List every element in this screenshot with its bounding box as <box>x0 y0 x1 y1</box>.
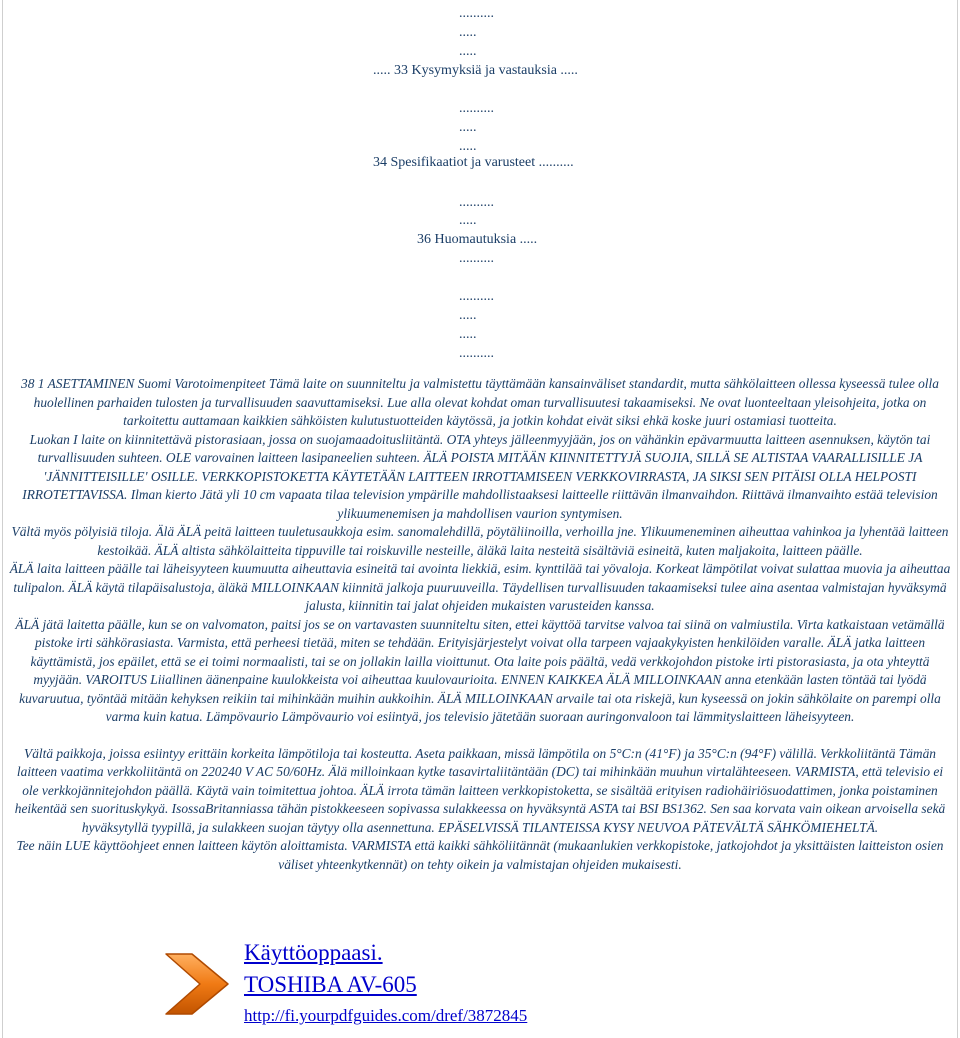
url-link[interactable]: http://fi.yourpdfguides.com/dref/3872845 <box>244 1006 528 1025</box>
toc-line: ..... <box>459 308 477 323</box>
toc-line: .......... <box>459 101 494 116</box>
toc-line: .......... <box>459 346 494 361</box>
toc-entry-notes: 36 Huomautuksia ..... <box>417 232 538 247</box>
paragraph-grounding: Luokan I laite on kiinnitettävä pistorasiaan, jossa on suojamaadoitusliitäntä. OTA yhteys jälleenmyyjään, jos on vähänkin epävarmuutta laitteen asennuksen, käytön tai turvallisuuden suhteen. OLE varovainen laitteen lasipaneelien suhteen. ÄLÄ POISTA MITÄÄN KIINNITETTYJÄ SUOJIA, SILLÄ SE ALTISTAA VAARALLISILLE JA 'JÄNNITTEISILLE' OSILLE. VERKKOPISTOKETTA KÄYTETÄÄN LAITTEEN IRROTTAMISEEN VERKKOVIRRASTA, JA SIKSI SEN PITÄISI OLLA HELPOSTI IRROTETTAVISSA. Ilman kierto Jätä yli 10 cm vapaata tilaa television ympärille mahdollistaaksesi laitteelle riittävän ilmanvaihdon. Riittävä ilmanvaihto estää television ylikuumenemisen ja mahdollisen vaurion syntymisen. <box>22 431 938 521</box>
toc-entry-specifications: 34 Spesifikaatiot ja varusteet .......... <box>373 155 574 170</box>
toc-line: ..... <box>459 139 477 154</box>
paragraph-ventilation: Vältä myös pölyisiä tiloja. Älä ÄLÄ peitä laitteen tuuletusaukkoja esim. sanomalehdillä, pöytäliinoilla, verhoilla jne. Ylikuumeneminen aiheuttaa vahinkoa ja lyhentää laitteen kestoikää. ÄLÄ altista sähkölaitteita tippuville tai roiskuville nesteille, äläkä laita nesteitä sisältäviä esineitä, kuten maljakoita, laitteen päälle. <box>11 524 949 558</box>
toc-line: ..... <box>459 25 477 40</box>
toc-line: .......... <box>459 289 494 304</box>
footer-links <box>160 938 660 1034</box>
paragraph-do-this: Tee näin LUE käyttöohjeet ennen laitteen käytön aloittamista. VARMISTA että kaikki sähköliitännät (mukaanlukien verkkopistoke, jatkojohdot ja yksittäisten laitteiston osien väliset yhteenkytkennät) on tehty oikein ja valmistajan ohjeiden mukaisesti. <box>16 838 944 872</box>
toc-line: .......... <box>459 251 494 266</box>
paragraph-heat-sources: ÄLÄ laita laitteen päälle tai läheisyyteen kuumuutta aiheuttavia esineitä tai avointa liekkiä, esim. kynttilää tai yövaloja. Korkeat lämpötilat voivat sulattaa muovia ja aiheuttaa tulipalon. ÄLÄ käytä tilapäisalustoja, äläkä MILLOINKAAN kiinnitä jalkoja puuruuveilla. Täydellisen turvallisuuden takaamiseksi tulee aina asentaa valmistajan hyväksymä jalusta, kiinnitin tai jalat ohjeiden mukaisten varusteiden kanssa. <box>9 561 951 613</box>
arrow-right-icon <box>160 946 236 1022</box>
toc-line: .......... <box>459 195 494 210</box>
paragraph-intro: 38 1 ASETTAMINEN Suomi Varotoimenpiteet Tämä laite on suunniteltu ja valmistettu täyttämään kansainväliset standardit, mutta sähkölaitteen ollessa kyseessä tulee olla huolellinen parhaiden tulosten ja turvallisuuden saavuttamiseksi. Lue alla olevat kohdat oman turvallisuutesi takaamiseksi. Ne ovat luonteeltaan yleisohjeita, jotka on tarkoitettu auttamaan kaikkien sähköisten kulutustuotteiden käytössä, ja jotkin kohdat eivät siksi ehkä koske juuri ostamiasi tuotteita. <box>21 376 939 428</box>
toc-line: ..... <box>459 213 477 228</box>
paragraph-supervision: ÄLÄ jätä laitetta päälle, kun se on valvomaton, paitsi jos se on vartavasten suunniteltu siten, ettei käyttöä tarvitse valvoa tai siinä on valmiustila. Virta katkaistaan vetämällä pistoke irti sähkörasiasta. Varmista, että perheesi tietää, miten se tehdään. Erityisjärjestelyt voivat olla tarpeen vajaakykyisten henkilöiden varalle. ÄLÄ jatka laitteen käyttämistä, jos epäilet, että se ei toimi normaalisti, tai se on jollakin lailla vioittunut. Ota laite pois päältä, vedä verkkojohdon pistoke irti pistorasiasta, ja ota yhteyttä myyjään. VAROITUS Liiallinen äänenpaine kuulokkeista voi aiheuttaa kuulovaurioita. ENNEN KAIKKEA ÄLÄ MILLOINKAAN anna etenkään lasten töntää tai lyödä kuvaruutua, työntää mitään kehyksen reikiin tai mihinkään muihin aukkoihin. ÄLÄ MILLOINKAAN arvaile tai ota riskejä, kun kyseessä on jokin sähkölaite on parempi olla varma kuin katua. Lämpövaurio Lämpövaurio voi esiintyä, jos televisio jätetään suoraan auringonvaloon tai lämmityslaitteen läheisyyteen. <box>15 616 945 724</box>
safety-instructions <box>8 375 952 874</box>
toc-line: .......... <box>459 6 494 21</box>
toc-line: ..... <box>459 327 477 342</box>
manual-link[interactable]: Käyttöoppaasi. <box>244 940 383 965</box>
toc-line: ..... <box>459 44 477 59</box>
paragraph-power-supply: Vältä paikkoja, joissa esiintyy erittäin korkeita lämpötiloja tai kosteutta. Aseta paikkaan, missä lämpötila on 5°C:n (41°F) ja 35°C:n (94°F) välillä. Verkkoliitäntä Tämän laitteen vaatima verkkoliitäntä on 220240 V AC 50/60Hz. Älä milloinkaan kytke tasavirtaliitäntään (DC) tai mihinkään muuhun virtalähteeseen. VARMISTA, että televisio ei ole verkkojännitejohdon päällä. Käytä vain toimitettua johtoa. ÄLÄ irrota tämän laitteen verkkopistoketta, se sisältää erityisen radiohäiriösuodattimen, jonka poistaminen heikentää sen suorituskykyä. IsossaBritanniassa tähän pistokkeeseen sopivassa sulakkeessa on hyväksyntä ASTA tai BSI BS1362. Sen saa korvata vain oikean arvoisella sekä hyväksytyllä tyypillä, ja sulakkeen suojan täytyy olla asennettuna. EPÄSELVISSÄ TILANTEISSA KYSY NEUVOA PÄTEVÄLTÄ SÄHKÖMIEHELTÄ. <box>14 745 946 835</box>
toc-entry-questions: ..... 33 Kysymyksiä ja vastauksia ..... <box>373 63 578 78</box>
model-link[interactable]: TOSHIBA AV-605 <box>244 972 417 997</box>
toc-line: ..... <box>459 120 477 135</box>
spacer <box>8 727 952 745</box>
